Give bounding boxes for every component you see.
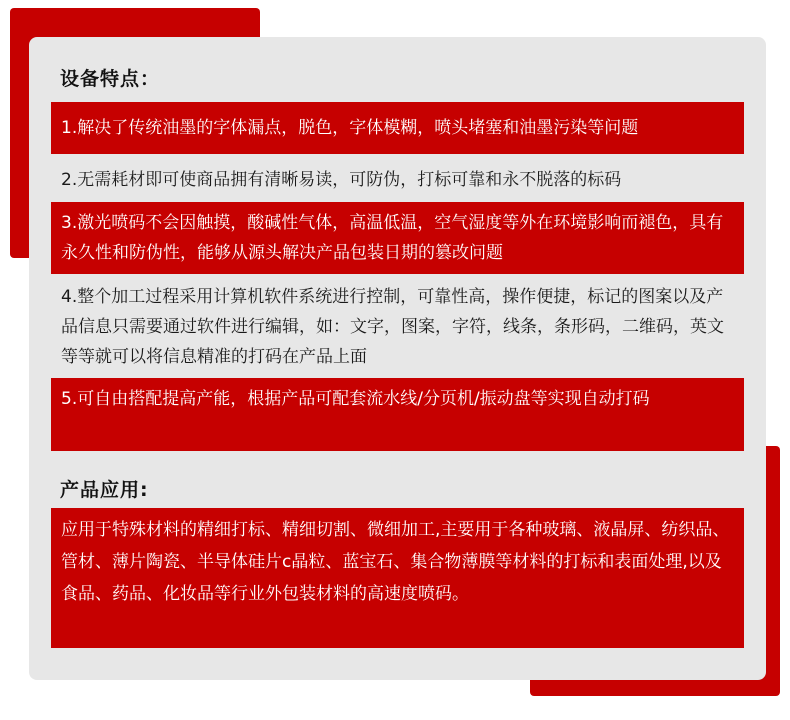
feature-item-5: 5.可自由搭配提高产能，根据产品可配套流水线/分页机/振动盘等实现自动打码 <box>51 378 744 451</box>
feature-item-4: 4.整个加工过程采用计算机软件系统进行控制，可靠性高，操作便捷，标记的图案以及产品信息只需要通过软件进行编辑，如：文字，图案，字符，线条，条形码，二维码，英文等等就可以将信息精准的打码在产品上面 <box>61 287 724 367</box>
features-heading: 设备特点： <box>60 68 161 90</box>
feature-item-3: 3.激光喷码不会因触摸，酸碱性气体，高温低温，空气湿度等外在环境影响而褪色，具有永久性和防伪性，能够从源头解决产品包装日期的篡改问题 <box>51 202 744 274</box>
feature-item-2: 2.无需耗材即可使商品拥有清晰易读，可防伪，打标可靠和永不脱落的标码 <box>61 170 622 190</box>
feature-item-1: 1.解决了传统油墨的字体漏点，脱色，字体模糊，喷头堵塞和油墨污染等问题 <box>51 102 744 154</box>
applications-text: 应用于特殊材料的精细打标、精细切割、微细加工,主要用于各种玻璃、液晶屏、纺织品、管材、薄片陶瓷、半导体硅片c晶粒、蓝宝石、集合物薄膜等材料的打标和表面处理,以及食品、药品、化妆品等行业外包装材料的高速度喷码。 <box>51 508 744 648</box>
applications-heading: 产品应用: <box>60 479 149 501</box>
